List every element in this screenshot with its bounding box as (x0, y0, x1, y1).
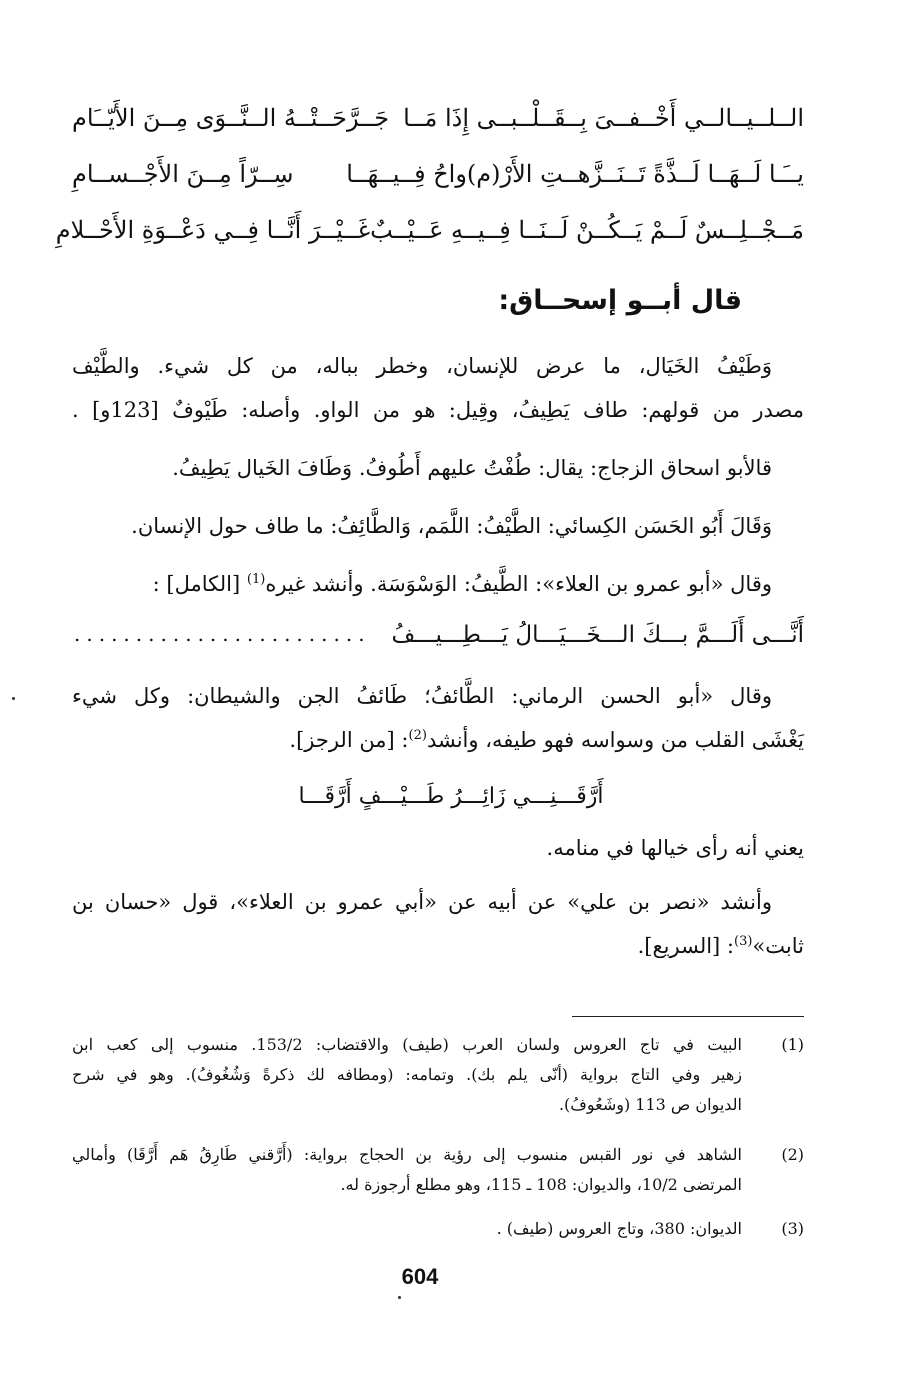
footnote-2 (72, 1140, 804, 1200)
footnote-1-line-3: الديوان ص 113 (وشَعُوفُ). (558, 1095, 742, 1114)
abu-amr-meter: [الكامل] : (152, 572, 247, 596)
rummani-text: يَغْشَى القلب من وسواسه فهو طيفه، وأنشد (426, 728, 804, 752)
footnote-1-line-1: البيت في تاج العروس ولسان العرب (طيف) والاقتضاب: 153/2. منسوب إلى كعب ابن (72, 1035, 742, 1054)
footnote-2-line-2: المرتضى 10/2، والديوان: 108 ـ 115، وهو مطلع أرجوزة له. (340, 1175, 742, 1194)
paragraph-1-line-1: وَطَيْفُ الخَيَال، ما عرض للإنسان، وخطر بباله، من كل شيء. والطَّيْف (72, 354, 772, 378)
verse-line-3 (55, 210, 804, 250)
footnote-3 (72, 1214, 804, 1244)
rummani-line-1: وقال «أبو الحسن الرماني: الطَّائفُ؛ طَائفُ الجن والشيطان: وكل شيء (72, 684, 772, 708)
scan-speck (12, 697, 15, 700)
nasr-text: ثابت» (752, 934, 804, 958)
verse-2-first-hemistich: يــَـا لَــهَــا لَــذَّةً تَــنَــزَّهــتِ الأَرْ(م)واحُ فِــيــهَــا (346, 160, 804, 188)
nasr-meter: : [السريع]. (637, 934, 734, 958)
paragraph-1-line-2: مصدر من قولهم: طاف يَطِيفُ، وقِيل: هو من الواو. وأصله: طَيْوفٌ [123و] . (72, 398, 804, 422)
verse-3-second-hemistich: غَــيْــرَ أَنَّــا فِــي دَعْــوَةِ الأَحْــلامِ (55, 216, 371, 244)
rummani-line-2 (72, 724, 804, 756)
verse-line-1 (72, 98, 804, 138)
footnote-1-number: (1) (781, 1035, 804, 1054)
footnote-ref-3[interactable]: (3) (734, 934, 753, 949)
verse-3-first-hemistich: مَــجْــلِــسٌ لَــمْ يَــكُــنْ لَــنَــا فِــيــهِ عَــيْــبٌ (370, 216, 804, 244)
footnote-2-line-1: الشاهد في نور القبس منسوب إلى رؤية بن الحجاج برواية: (أَرَّقني طَارِقُ هَم أَرَّقَا) وأمالي (72, 1145, 742, 1164)
footnote-1 (72, 1030, 804, 1120)
section-heading: قال أبــو إسحــاق: (498, 285, 742, 316)
page-number: 604 (401, 1264, 439, 1289)
kisai-line: وَقَالَ أَبُو الحَسَن الكِسائي: الطَّيْفُ: اللَّمَم، وَالطَّائِفُ: ما طاف حول الإنسان. (131, 514, 772, 538)
verse-1-first-hemistich: الــلــيــالــي أَخْــفــىَ بِــقَــلْــبــى إِذَا مَــا (403, 104, 804, 132)
verse-line-2 (72, 154, 804, 194)
rummani-meter: : [من الرجز]. (289, 728, 409, 752)
scan-speck (398, 1296, 401, 1299)
nasr-line-2 (72, 930, 804, 962)
footnote-ref-1[interactable]: (1) (246, 572, 266, 587)
rajaz-verse: أَرَّقَـــنِـــي زَائِـــرُ طَـــيْـــفٍ أَرَّقَـــا (298, 784, 604, 809)
verse-2-second-hemistich: سِــرّاً مِــنَ الأَجْــســامِ (72, 160, 294, 188)
zajjaj-line: قالأبو اسحاق الزجاج: يقال: طُفْتُ عليهم أَطُوفُ. وَطَافَ الخَيال يَطِيفُ. (172, 456, 772, 480)
abu-amr-line (72, 568, 772, 600)
footnote-3-number: (3) (781, 1219, 804, 1238)
nasr-line-1: وأنشد «نصر بن علي» عن أبيه عن «أبي عمرو بن العلاء»، قول «حسان بن (72, 890, 772, 914)
verse-1-second-hemistich: جَــرَّحَــتْــهُ الــنَّــوَى مِــنَ الأَيّــَام (72, 104, 390, 132)
half-verse-line: أَنَّـــى أَلَـــمَّ بـــكَ الـــخَـــيَـــالُ يَـــطِـــيـــفُ (391, 622, 804, 648)
meaning-line: يعني أنه رأى خيالها في منامه. (546, 836, 804, 860)
footnote-1-line-2: زهير وفي التاج برواية (أنّى يلم بك). وتمامه: (ومطافه لك ذكرةً وَشُغُوفُ). وهو في شرح (72, 1065, 742, 1084)
half-verse-dots: ........................ (74, 622, 371, 646)
abu-amr-text: وقال «أبو عمرو بن العلاء»: الطَّيفُ: الوَسْوَسَة. وأنشد غيره (265, 572, 772, 596)
footnote-3-line-1: الديوان: 380، وتاج العروس (طيف) . (496, 1219, 742, 1238)
footnote-2-number: (2) (781, 1145, 804, 1164)
footnote-separator (572, 1016, 804, 1017)
footnote-ref-2[interactable]: (2) (408, 728, 427, 743)
